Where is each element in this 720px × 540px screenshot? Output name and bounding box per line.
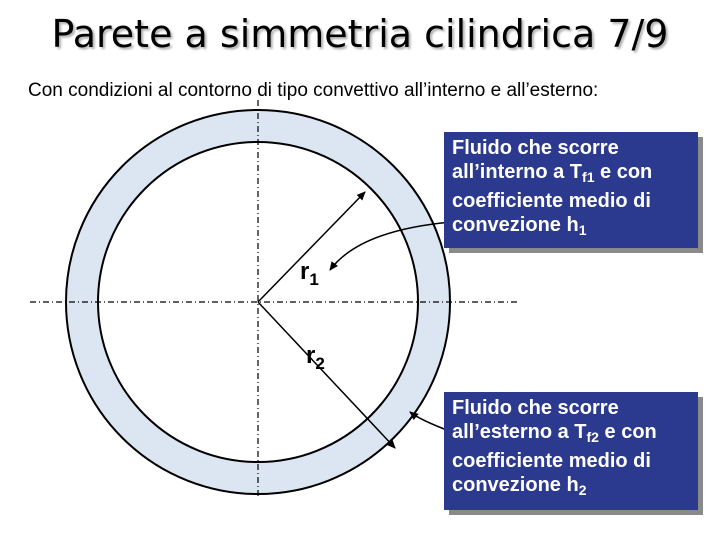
radius-r1-label: $r_1$ <box>300 258 319 289</box>
slide-title: Parete a simmetria cilindrica 7/9 <box>51 12 669 56</box>
inner-fluid-callout: Fluido che scorre all’interno a $T_{f1}$ e con coefficiente medio di convezione $h_1$ <box>444 132 698 248</box>
radius-r2-label: $r_2$ <box>306 342 325 373</box>
slide-subtitle: Con condizioni al contorno di tipo convettivo all’interno e all’esterno: <box>28 80 599 101</box>
radius-r2-arrow <box>258 302 395 448</box>
outer-fluid-callout: Fluido che scorre all’esterno a $T_{f2}$ e con coefficiente medio di convezione $h_2$ <box>444 392 698 510</box>
